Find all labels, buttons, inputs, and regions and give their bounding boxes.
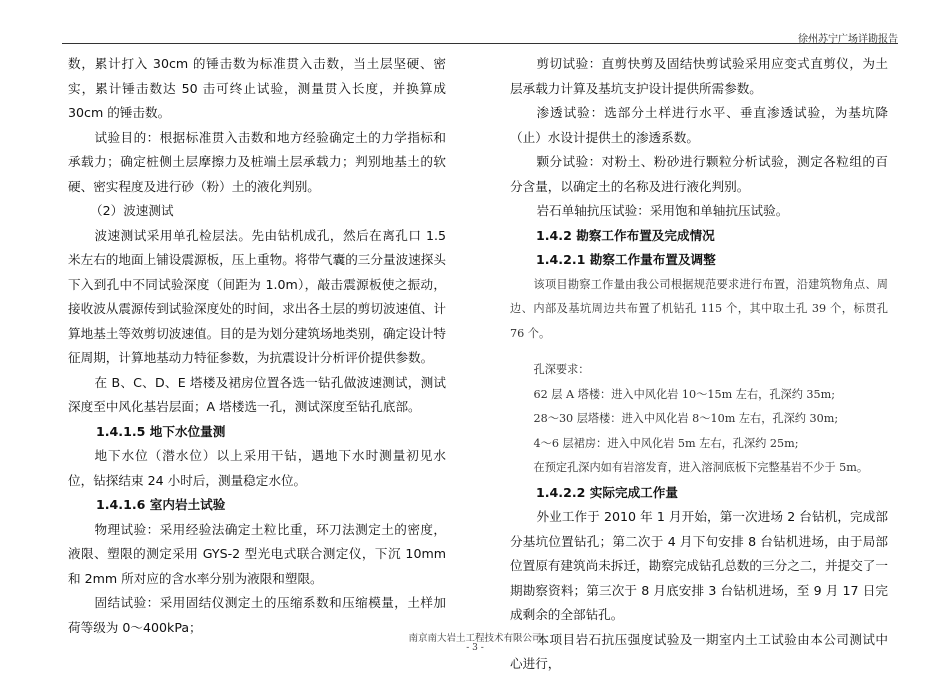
paragraph-wave-velocity-method: 波速测试采用单孔检层法。先由钻机成孔，然后在离孔口 1.5 米左右的地面上铺设震源板，压上重物。将带气囊的三分量波速探头下入到孔中不同试验深度（间距为 1.0m），敲击震源板使之振动，接收波从震源传到试验深度处的时间，求出各土层的剪切波速值、计算地基土等效剪切波速值。目的是为划分建筑场地类别，确定设计特征周期，计算地基动力特征参数，为抗震设计分析评价提供参数。 — [68, 227, 446, 365]
report-header-title: 徐州苏宁广场详勘报告 — [798, 34, 898, 45]
left-column — [68, 52, 446, 640]
heading-groundwater-measurement: 1.4.1.5 地下水位量测 — [96, 423, 226, 439]
paragraph-borehole-layout: 该项目勘察工作量由我公司根据规范要求进行布置，沿建筑物角点、周边、内部及基坑周边共布置了机钻孔 115 个，其中取土孔 39 个，标贯孔 76 个。 — [510, 277, 888, 340]
paragraph-field-work: 外业工作于 2010 年 1 月开始，第一次进场 2 台钻机，完成部分基坑位置钻孔；第二次于 4 月下旬安排 8 台钻机进场，由于局部位置原有建筑尚未拆迁，勘察完成钻孔总数的三分之二，并提交了一期勘察资料；第三次于 8 月底安排 3 台钻机进场，至 9 月 17 日完成剩余的全部钻孔。 — [510, 509, 888, 622]
borehole-depth-item: 62 层 A 塔楼：进入中风化岩 10～15m 左右，孔深约 35m; — [533, 387, 836, 401]
borehole-depth-item: 4～6 层裙房：进入中风化岩 5m 左右，孔深约 25m; — [533, 436, 799, 450]
paragraph-spt-continued: 数，累计打入 30cm 的锤击数为标准贯入击数，当土层坚硬、密实，累计锤击数达 50 击可终止试验，测量贯入长度，并换算成 30cm 的锤击数。 — [68, 56, 446, 120]
borehole-depth-title: 孔深要求： — [533, 363, 590, 376]
paragraph-physical-test: 物理试验：采用经验法确定土粒比重，环刀法测定土的密度，液限、塑限的测定采用 GYS-2 型光电式联合测定仪，下沉 10mm 和 2mm 所对应的含水率分别为液限和塑限。 — [68, 521, 446, 586]
paragraph-shear-test: 剪切试验：直剪快剪及固结快剪试验采用应变式直剪仪，为土层承载力计算及基坑支护设计提供所需参数。 — [510, 56, 888, 96]
paragraph-groundwater: 地下水位（潜水位）以上采用干钻，遇地下水时测量初见水位，钻探结束 24 小时后，测量稳定水位。 — [68, 448, 446, 488]
heading-actual-workload: 1.4.2.2 实际完成工作量 — [536, 484, 678, 500]
spacer — [510, 346, 888, 358]
paragraph-lab-work: 本项目岩石抗压强度试验及一期室内土工试验由本公司测试中心进行， — [510, 631, 888, 671]
borehole-depth-item: 在预定孔深内如有岩溶发育，进入溶洞底板下完整基岩不少于 5m。 — [533, 461, 869, 474]
paragraph-test-purpose: 试验目的：根据标准贯入击数和地方经验确定土的力学指标和承载力；确定桩侧土层摩擦力及桩端土层承载力；判别地基土的软硬、密实程度及进行砂（粉）土的液化判别。 — [68, 129, 446, 194]
right-column — [510, 52, 888, 677]
header-rule — [62, 43, 898, 44]
footer-company: 南京南大岩土工程技术有限公司 — [408, 633, 542, 644]
paragraph-rock-compression-test: 岩石单轴抗压试验：采用饱和单轴抗压试验。 — [536, 203, 789, 218]
paragraph-grain-size-test: 颗分试验：对粉土、粉砂进行颗粒分析试验，测定各粒组的百分含量，以确定土的名称及进行液化判别。 — [510, 154, 888, 194]
subheading-wave-velocity: （2）波速测试 — [90, 203, 174, 218]
heading-survey-layout: 1.4.2 勘察工作布置及完成情况 — [536, 227, 715, 243]
paragraph-consolidation-test: 固结试验：采用固结仪测定土的压缩系数和压缩模量，土样加荷等级为 0～400kPa； — [68, 595, 446, 635]
page-number: - 3 - — [466, 643, 484, 653]
paragraph-permeability-test: 渗透试验：选部分土样进行水平、垂直渗透试验，为基坑降（止）水设计提供土的渗透系数。 — [510, 105, 888, 145]
borehole-depth-item: 28～30 层塔楼：进入中风化岩 8～10m 左右，孔深约 30m; — [533, 412, 839, 425]
heading-lab-tests: 1.4.1.6 室内岩土试验 — [96, 497, 226, 512]
paragraph-wave-velocity-locations: 在 B、C、D、E 塔楼及裙房位置各选一钻孔做波速测试，测试深度至中风化基岩层面；A 塔楼选一孔，测试深度至钻孔底部。 — [68, 374, 446, 414]
heading-workload-layout: 1.4.2.1 勘察工作量布置及调整 — [536, 252, 716, 267]
